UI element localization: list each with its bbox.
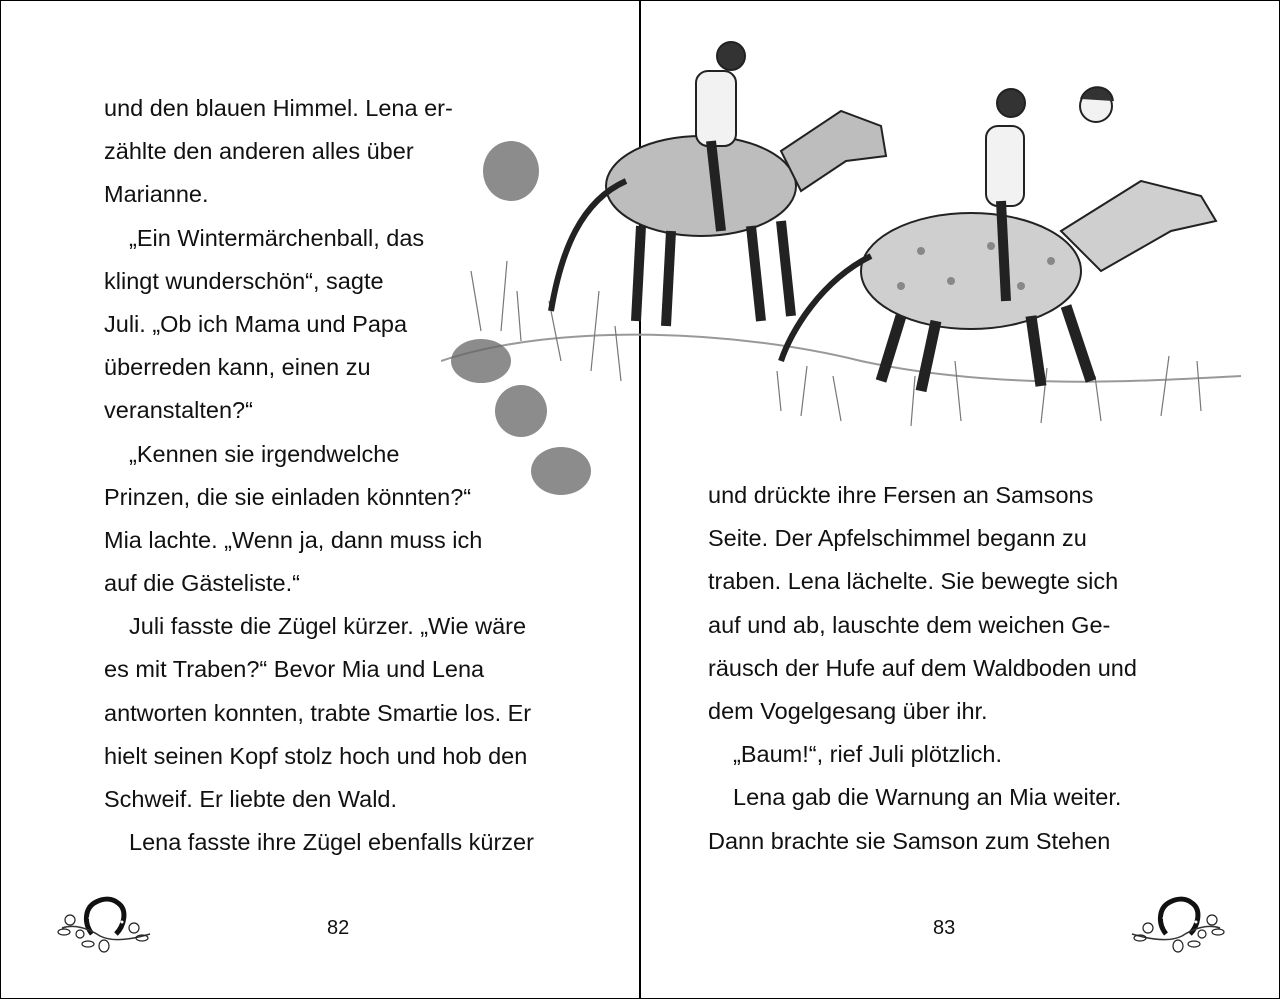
text-line: „Kennen sie irgendwelche bbox=[129, 440, 400, 467]
page-number: 82 bbox=[327, 917, 350, 939]
text-line: räusch der Hufe auf dem Waldboden und bbox=[708, 654, 1137, 681]
text-line: antworten konnten, trabte Smartie los. Er bbox=[104, 699, 532, 726]
horseshoe-flower-ornament-icon bbox=[1128, 894, 1228, 956]
horse-riders-illustration-icon bbox=[441, 31, 1241, 521]
text-line: Mia lachte. „Wenn ja, dann muss ich bbox=[104, 526, 483, 553]
text-line: Marianne. bbox=[104, 181, 209, 208]
text-line: „Ein Wintermärchenball, das bbox=[129, 224, 425, 251]
right-page-text bbox=[708, 474, 1137, 863]
horseshoe-flower-ornament-icon bbox=[54, 894, 154, 956]
text-line: und den blauen Himmel. Lena er- bbox=[104, 95, 453, 121]
text-line: Schweif. Er liebte den Wald. bbox=[104, 786, 398, 812]
text-line: es mit Traben?“ Bevor Mia und Lena bbox=[104, 656, 485, 683]
text-line: klingt wunderschön“, sagte bbox=[104, 267, 384, 294]
text-line: Dann brachte sie Samson zum Stehen bbox=[708, 827, 1111, 854]
text-line: Seite. Der Apfelschimmel begann zu bbox=[708, 525, 1087, 552]
text-line: „Baum!“, rief Juli plötzlich. bbox=[733, 741, 1003, 768]
text-line: hielt seinen Kopf stolz hoch und hob den bbox=[104, 742, 528, 769]
text-line: Lena fasste ihre Zügel ebenfalls kürzer bbox=[129, 829, 534, 856]
text-line: auf die Gästeliste.“ bbox=[104, 570, 300, 597]
text-line: veranstalten?“ bbox=[104, 397, 253, 424]
text-line: auf und ab, lauschte dem weichen Ge- bbox=[708, 611, 1111, 638]
page-number: 83 bbox=[933, 917, 956, 939]
text-line: dem Vogelgesang über ihr. bbox=[708, 697, 988, 724]
text-line: Prinzen, die sie einladen könnten?“ bbox=[104, 483, 472, 510]
text-line: Juli fasste die Zügel kürzer. „Wie wäre bbox=[129, 613, 527, 640]
text-line: traben. Lena lächelte. Sie bewegte sich bbox=[708, 568, 1119, 595]
text-line: Lena gab die Warnung an Mia weiter. bbox=[733, 784, 1122, 811]
text-line: zählte den anderen alles über bbox=[104, 138, 414, 165]
text-line: und drückte ihre Fersen an Samsons bbox=[708, 482, 1094, 508]
text-line: überreden kann, einen zu bbox=[104, 354, 371, 381]
text-line: Juli. „Ob ich Mama und Papa bbox=[104, 310, 408, 337]
